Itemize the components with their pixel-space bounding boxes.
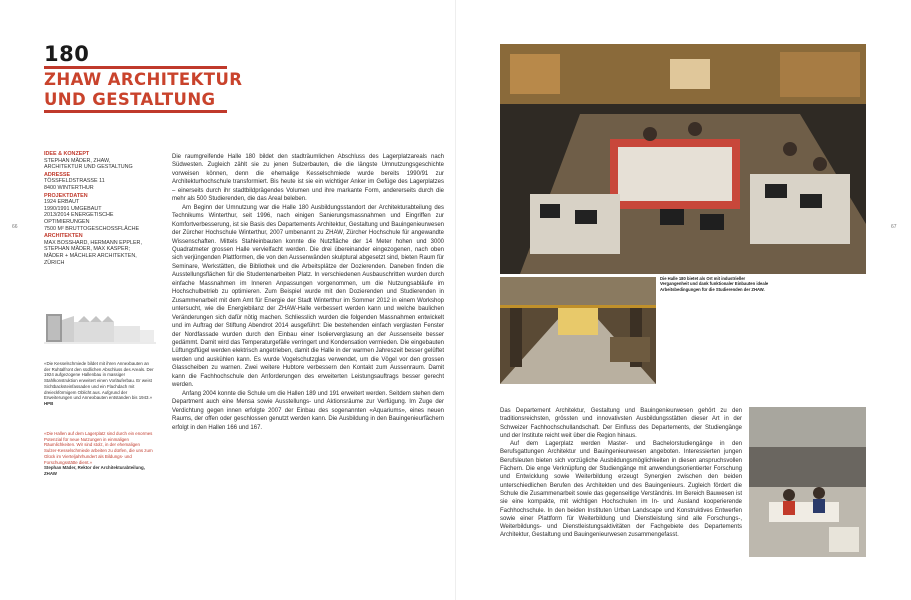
hall-photo-image — [500, 277, 656, 384]
paragraph: Die raumgreifende Halle 180 bildet den stadträumlichen Abschluss des Lagerplatzareals nach Südwesten. Zugleich zählt sie zu jenen Sulzerbauten, die die längste Umnutzungsgeschichte vorweisen können, denn die ehemalige Kesselschmiede wurde bereits 1990/91 zur Architekturhochschule transformiert. Bis heute ist sie ein wichtiger Anker im Gefüge des Lagerplatzes – einerseits durch ihr stadtbildprägendes Volumen und ihre markante Form, andererseits durch die mehr als 500 Studierenden, die das Areal beleben. — [172, 154, 444, 203]
workshop-photo-image — [749, 407, 866, 557]
fact-label: IDEE & KONZEPT — [44, 151, 90, 157]
body-text-left — [172, 153, 444, 432]
fact-architects — [44, 233, 152, 266]
body-text-right — [500, 407, 742, 540]
fact-value: 2013/2014 ENERGETISCHE — [44, 212, 114, 219]
fact-label: ADRESSE — [44, 171, 71, 178]
quote-heritage — [44, 361, 154, 407]
photo-workshop — [749, 407, 866, 557]
quote-rector — [44, 431, 154, 477]
fact-value: 7500 M² BRUTTOGESCHOSSFLÄCHE — [44, 225, 140, 232]
folio-right: 67 — [891, 224, 897, 230]
fact-value: OPTIMIERUNGEN — [44, 218, 90, 225]
fact-project-data — [44, 193, 152, 233]
fact-value: TÖSSFELDSTRASSE 11 — [44, 178, 105, 185]
paragraph: Das Departement Architektur, Gestaltung und Bauingenieurwesen gehört zu den traditionsreichsten, grössten und innovativsten Ausbildungsstätten dieser Art in der Schweizer Fachhochschullandschaft. Der Einfluss des Departements, der Studiengänge und der Institute reicht weit über die Region hinaus. — [500, 408, 742, 439]
quote-text: «Die Kesselschmiede bildet mit ihren Annexbauten an der Ruhtalfront den südlichen Abschluss des Areals. Der 1924 aufgezogene Hallenbau in massiger Stahlkonstruktion erweitert einen Vorläuferbau. Er weist Sichtbacksteinfassaden und ein Flachdach mit dreieckförmigem Oblicht aus. Aufgrund der Erweiterungen und Annexbauten entstanden bis 1943.» — [44, 361, 154, 401]
fact-concept — [44, 151, 152, 171]
paragraph: Anfang 2004 konnte die Schule um die Hallen 189 und 191 erweitert werden. Seitdem stehen dem Department auch eine Mensa sowie Ausstellungs- und Aktionsräume zur Verfügung. Im Zuge der Verdichtung gegen innen erfolgte 2007 der Einbau des sogenannten «Aquariums», eines neuen Raums, der offen oder geschlossen genutzt werden kann. Die Ausbildung in den Bauingenieurfächern erfolgt in den Hallen 166 und 167. — [172, 390, 444, 431]
fact-label: ARCHITEKTEN — [44, 233, 83, 240]
fact-value: STEPHAN MÄDER, ZHAW, — [44, 157, 111, 164]
fact-value: ZÜRICH — [44, 259, 65, 266]
quote-attribution: HPB — [44, 400, 54, 406]
project-facts — [44, 150, 152, 267]
building-sketch-icon — [44, 306, 156, 346]
photo-caption: Die Halle 180 bietet als Ort mit industrieller Vergangenheit und dank funktionaler Einbauten ideale Arbeitsbedingungen für die Studierenden der ZHAW. — [660, 276, 769, 292]
fact-value: 8400 WINTERTHUR — [44, 184, 94, 191]
title-rule-bottom — [44, 110, 227, 113]
page-title — [44, 70, 242, 110]
photo-studio-overview — [500, 44, 866, 274]
fact-label: PROJEKTDATEN — [44, 192, 88, 199]
fact-value: MÄDER + MÄCHLER ARCHITEKTEN, — [44, 252, 137, 259]
fact-value: MAX BOSSHARD, HERMANN EPPLER, — [44, 239, 142, 246]
studio-photo-image — [500, 44, 866, 274]
title-line-2: UND GESTALTUNG — [44, 90, 216, 109]
title-line-1: ZHAW ARCHITEKTUR — [44, 70, 243, 89]
fact-address — [44, 172, 152, 192]
page-number-title: 180 — [44, 42, 90, 66]
paragraph: Auf dem Lagerplatz werden Master- und Bachelorstudiengänge in den Berufsgattungen Architektur und Bauingenieurwesen angeboten. Interessierten jungen Berufsleuten bieten sich vorzügliche Ausbildungsmöglichkeiten in diesen anspruchsvollen Fächern. Die enge Verknüpfung der Studiengänge mit anwendungsorientierter Forschung und Entwicklung sowie Weiterbildung erzeugt Synergien zwischen den beiden unterschiedlichen Berufen des Architekten und des Bauingenieurs. Zugleich fördert die Schule die Zusammenarbeit sowie das gegenseitige Verständnis. Im Bereich Bauwesen ist sie eine kompakte, mit wichtigen Hochschulen im In- und Ausland kooperierende Fachhochschule. In den beiden Instituten Urban Landscape und Konstruktives Entwerfen sowie einer Plattform für Weiterbildung und Dienstleistung sind alle Forschungs-, Weiterbildungs- und Dienstleistungsaktivitäten der Fachgebiete des Departements Architektur, Gestaltung und Bauingenieurwesen zusammengefasst. — [500, 441, 742, 539]
folio-left: 66 — [12, 224, 18, 230]
fact-value: STEPHAN MÄDER, MAX KASPER; — [44, 246, 130, 253]
quote-attribution: Stephan Mäder, Rektor der Architekturabteilung, ZHAW — [44, 465, 145, 476]
quote-text: «Die Hallen auf dem Lagerplatz sind durch ein enormes Potenzial für neue Nutzungen in einmaligen Räumlichkeiten. Wir sind stolz, in der ehemaligen Sulzer-Kesselschmiede arbeiten zu dürfen, die uns zum Glück im Vierteljahrhundert als Bildungs- und Forschungsstätte dient.» — [44, 431, 153, 465]
title-rule-top — [44, 66, 227, 69]
page-gutter — [455, 0, 456, 600]
fact-value: 1990/1991 UMGEBAUT — [44, 205, 102, 212]
photo-hall-interior — [500, 277, 656, 384]
paragraph: Am Beginn der Umnutzung war die Halle 180 Ausbildungsstandort der Architekturabteilung des Technikums Winterthur, seit 1996, nach einigen Sanierungsmassnahmen und Eingriffen zur Komfortverbesserung, ist sie Basis des Departements Architektur, Gestaltung und Bauingenieurwesen der Zürcher Hochschule Winterthur, 2007 umbenannt zu ZHAW, Zürcher Hochschule für angewandte Wissenschaften. Mittels Stahleinbauten konnte die Nutzfläche der 14 Meter hohen und 3000 Quadratmeter grossen Halle vervielfacht werden. Die drei übereinander eingezogenen, nach oben sich verjüngenden Plattformen, die von den Aussenwänden skulptural abgesetzt sind, bieten Raum für Seminare, Werkstätten, die Bibliothek und die Arbeitsplätze der Dozierenden. Daneben finden die Ausstellungsflächen für die Studentenarbeiten Platz. In verschiedenen Ausbauschritten wurden durch einfache Massnahmen im Inneren Anpassungen vorgenommen, um die Nutzungsabläufe im Hochschulbetrieb zu optimieren. Zum Beispiel wurde mit den Dozierenden und Studierenden in Zusammenarbeit mit dem Amt für Energie der Stadt Winterthur im Sommer 2012 in einem Workshop untersucht, wie die Energiebilanz der ZHAW-Halle verbessert werden kann und welche baulichen Veränderungen sich dafür nötig machen. Schliesslich wurden die folgenden Massnahmen entwickelt und im Auftrag der Stiftung Abendrot 2014 ausgeführt: Die bestehenden einfach verglasten Fenster der Nordfassade wurden durch den Einbau einer Isolierverglasung an der Aussenseite besser gedämmt. Damit wird das Temperaturgefälle verringert und Kondensation vermieden. Die eingebauten Lüftungsflügel werden elektrisch angetrieben, damit die Halle in der warmen Jahreszeit besser gelüftet werden und auskühlen kann. Es wurde Vogelschutzglas verwendet, um die Vögel vor den grossen Glasscheiben zu warnen. Zwei weitere Hubtore verbessern den Kontakt zum Aussenraum. Damit kann die Fachhochschule den Anforderungen des erweiterten Leistungsauftrags besser gerecht werden. — [172, 204, 444, 389]
fact-value: ARCHITEKTUR UND GESTALTUNG — [44, 164, 133, 171]
fact-value: 1924 ERBAUT — [44, 199, 80, 206]
